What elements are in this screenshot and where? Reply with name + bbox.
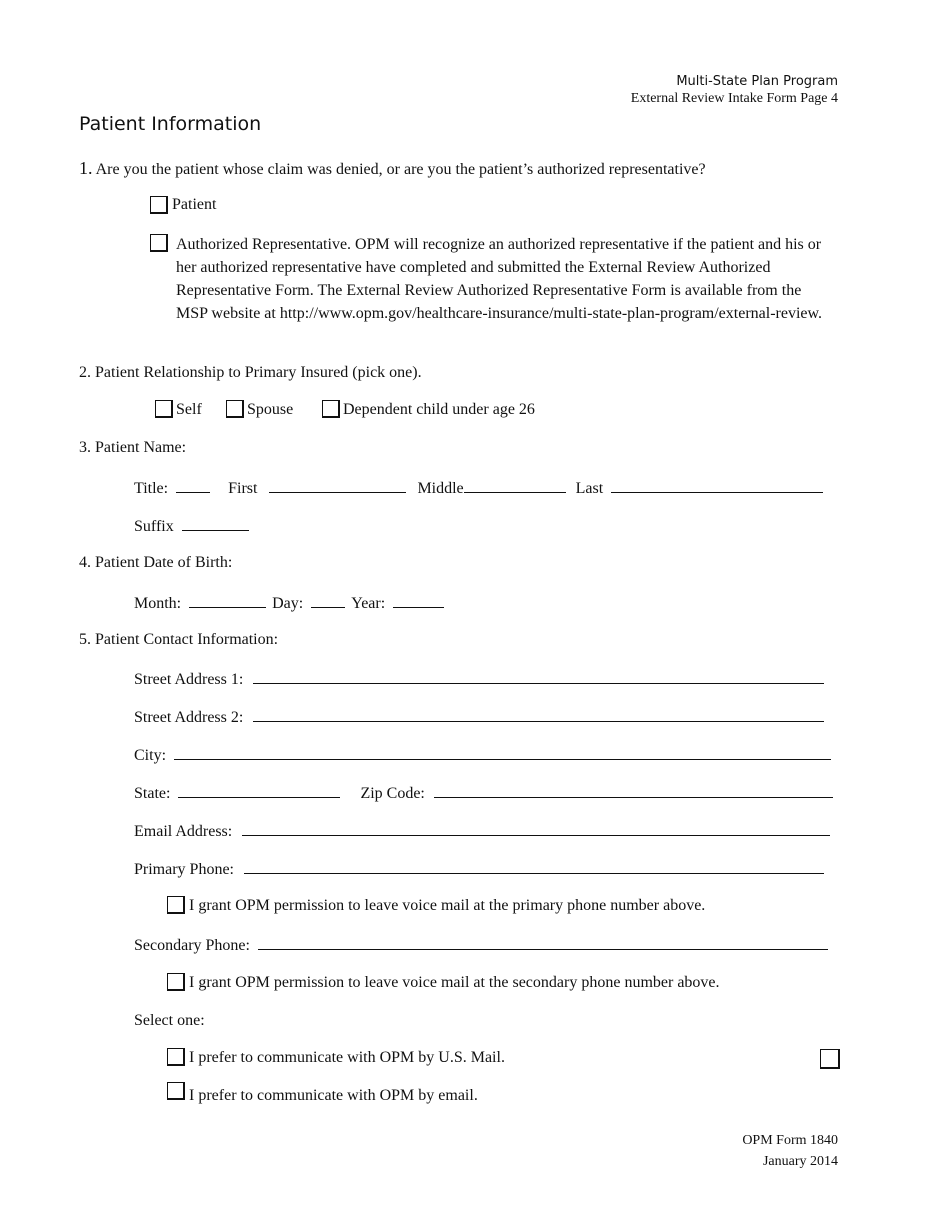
- prefer-email-checkbox[interactable]: [167, 1082, 185, 1100]
- secondary-phone-input[interactable]: [258, 935, 828, 950]
- secondary-voicemail-label: I grant OPM permission to leave voice mail at the secondary phone number above.: [189, 974, 720, 991]
- email-input[interactable]: [242, 821, 830, 836]
- secondary-phone-row: [134, 935, 828, 955]
- name-row: [134, 478, 823, 498]
- secondary-voicemail-checkbox[interactable]: [167, 973, 185, 991]
- spouse-checkbox[interactable]: [226, 400, 244, 418]
- self-option-label: Self: [176, 401, 202, 418]
- state-zip-row: [134, 783, 833, 803]
- primary-phone-row: [134, 859, 824, 879]
- prefer-email-label: I prefer to communicate with OPM by email.: [189, 1087, 478, 1104]
- spouse-option-label: Spouse: [247, 401, 294, 418]
- form-number: OPM Form 1840: [742, 1133, 838, 1148]
- form-date: January 2014: [762, 1154, 838, 1169]
- question-4-text: 4. Patient Date of Birth:: [79, 554, 233, 571]
- street-address-2-row: [134, 707, 824, 727]
- street-address-1-row: [134, 669, 824, 689]
- self-checkbox[interactable]: [155, 400, 173, 418]
- primary-voicemail-checkbox[interactable]: [167, 896, 185, 914]
- street-address-1-label: Street Address 1:: [134, 671, 244, 688]
- section-title: Patient Information: [79, 113, 262, 135]
- day-label: Day:: [272, 595, 304, 612]
- select-one-label: Select one:: [134, 1012, 205, 1029]
- authorized-rep-option-label: Authorized Representative. OPM will recognize an authorized representative if the patient and his or her authorized representative have completed and submitted the External Review Authorized Representative Form. The External Review Authorized Representative Form is available from the MSP website at http://www.opm.gov/healthcare-insurance/multi-state-plan-program/external-review.: [176, 236, 823, 322]
- title-input[interactable]: [176, 478, 210, 493]
- question-1-number: 1.: [79, 158, 93, 178]
- zip-code-label: Zip Code:: [360, 785, 425, 802]
- day-input[interactable]: [311, 593, 345, 608]
- program-name: Multi-State Plan Program: [676, 74, 838, 89]
- street-address-1-input[interactable]: [253, 669, 824, 684]
- first-name-input[interactable]: [269, 478, 406, 493]
- city-input[interactable]: [174, 745, 831, 760]
- dob-row: [134, 593, 444, 613]
- patient-checkbox[interactable]: [150, 196, 168, 214]
- month-label: Month:: [134, 595, 182, 612]
- primary-voicemail-label: I grant OPM permission to leave voice mail at the primary phone number above.: [189, 897, 706, 914]
- city-label: City:: [134, 747, 167, 764]
- primary-phone-label: Primary Phone:: [134, 861, 234, 878]
- prefer-mail-checkbox[interactable]: [167, 1048, 185, 1066]
- street-address-2-label: Street Address 2:: [134, 709, 244, 726]
- title-label: Title:: [134, 480, 169, 497]
- patient-option-label: Patient: [172, 196, 217, 213]
- question-1: [79, 158, 706, 179]
- zip-code-input[interactable]: [434, 783, 833, 798]
- suffix-row: [134, 516, 249, 536]
- dependent-child-checkbox[interactable]: [322, 400, 340, 418]
- email-row: [134, 821, 830, 841]
- first-name-label: First: [228, 480, 258, 497]
- form-page-label: External Review Intake Form Page 4: [630, 91, 838, 106]
- middle-name-input[interactable]: [464, 478, 566, 493]
- state-label: State:: [134, 785, 171, 802]
- authorized-rep-checkbox[interactable]: [150, 234, 168, 252]
- question-2-text: 2. Patient Relationship to Primary Insured (pick one).: [79, 364, 422, 381]
- last-name-input[interactable]: [611, 478, 823, 493]
- state-input[interactable]: [178, 783, 340, 798]
- prefer-mail-label: I prefer to communicate with OPM by U.S. Mail.: [189, 1049, 505, 1066]
- dependent-child-option-label: Dependent child under age 26: [343, 401, 535, 418]
- street-address-2-input[interactable]: [253, 707, 824, 722]
- suffix-input[interactable]: [182, 516, 249, 531]
- suffix-label: Suffix: [134, 518, 174, 535]
- secondary-phone-label: Secondary Phone:: [134, 937, 250, 954]
- prefer-mail-right-checkbox[interactable]: [820, 1049, 840, 1069]
- city-row: [134, 745, 831, 765]
- question-5-text: 5. Patient Contact Information:: [79, 631, 279, 648]
- last-name-label: Last: [575, 480, 604, 497]
- question-3-text: 3. Patient Name:: [79, 439, 187, 456]
- question-1-text: Are you the patient whose claim was denied, or are you the patient’s authorized representative?: [95, 161, 706, 178]
- email-label: Email Address:: [134, 823, 233, 840]
- year-label: Year:: [351, 595, 386, 612]
- primary-phone-input[interactable]: [244, 859, 824, 874]
- month-input[interactable]: [189, 593, 266, 608]
- year-input[interactable]: [393, 593, 444, 608]
- middle-name-label: Middle: [417, 480, 464, 497]
